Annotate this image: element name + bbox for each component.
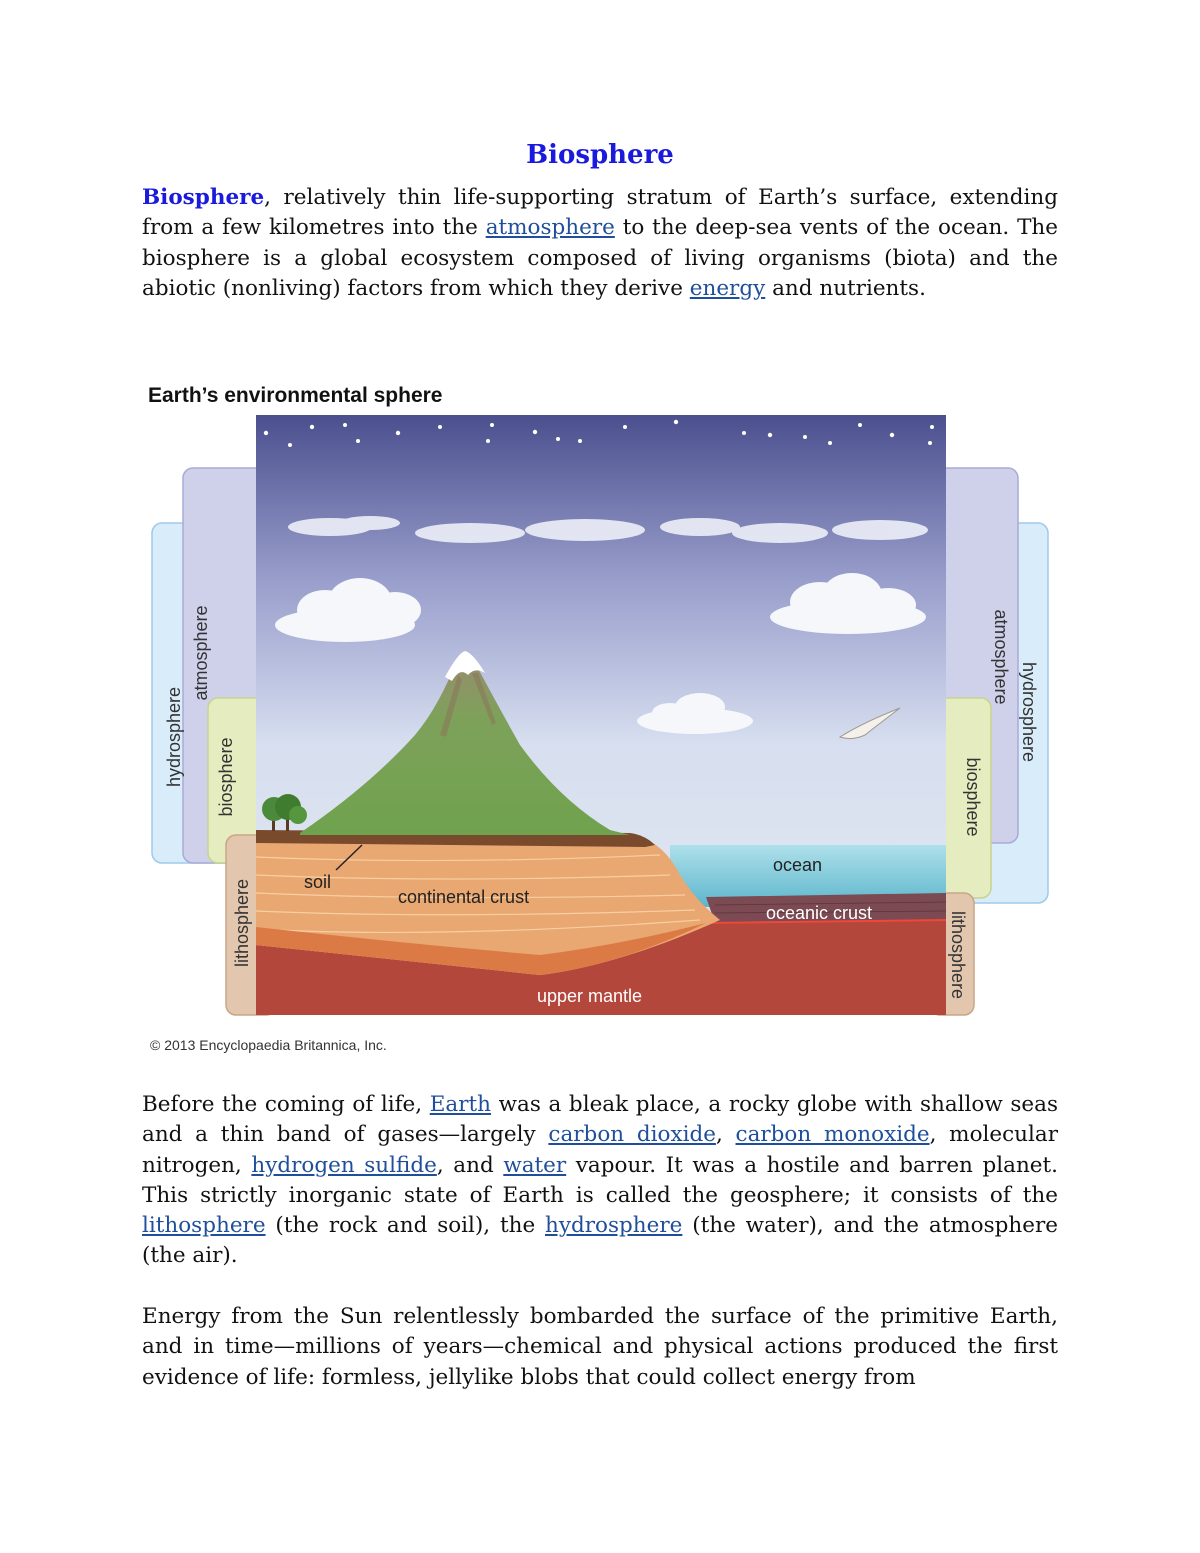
para-text: , molecular nitrogen, [142,1122,1058,1178]
para-text: vapour. It was a hostile and barren planet. This strictly inorganic state of Earth is called the geosphere; it consists of the [142,1152,1058,1208]
paragraph-geosphere [142,1090,1058,1272]
paragraph-primitive-earth: Energy from the Sun relentlessly bombarded the surface of the primitive Earth, and in time—millions of years—chemical and physical actions produced the first evidence of life: formless, jellylike blobs that could collect energy from [142,1304,1058,1390]
link-water[interactable]: water [503,1152,567,1178]
label-lithosphere-left: lithosphere [232,878,252,968]
link-earth[interactable]: Earth [429,1092,492,1117]
label-hydrosphere-right: hydrosphere [1019,661,1039,763]
para-text: (the rock and soil), the [265,1213,546,1239]
figure-title: Earth’s environmental sphere [148,384,443,407]
link-lithosphere[interactable]: lithosphere [142,1213,266,1239]
para-text: (the water), and the atmosphere (the air). [142,1213,1058,1269]
link-energy[interactable]: energy [689,275,766,301]
earth-environmental-sphere-diagram [140,405,1060,1025]
figure-credit: © 2013 Encyclopaedia Britannica, Inc. [150,1037,387,1053]
link-carbon-monoxide[interactable]: carbon monoxide [735,1122,930,1148]
intro-text: to the deep-sea vents of the ocean. The biosphere is a global ecosystem composed of living organisms (biota) and the abiotic (nonliving) factors from which they derive [142,215,1058,301]
label-atmosphere-left: atmosphere [191,605,211,701]
intro-text: and nutrients. [765,275,926,301]
para-text: was a bleak place, a rocky globe with shallow seas and a thin band of gases—largely [142,1092,1058,1148]
scene [256,415,946,1015]
intro-lead-term: Biosphere [142,185,265,210]
link-hydrogen-sulfide[interactable]: hydrogen sulfide [251,1152,437,1178]
intro-paragraph [142,183,1058,304]
para-text: , and [436,1152,504,1178]
label-hydrosphere-left: hydrosphere [164,686,184,788]
label-soil: soil [304,872,332,892]
label-oceanic-crust: oceanic crust [766,903,873,923]
label-biosphere-left: biosphere [216,737,236,817]
link-carbon-dioxide[interactable]: carbon dioxide [548,1122,716,1148]
label-upper-mantle: upper mantle [537,986,643,1006]
link-atmosphere[interactable]: atmosphere [485,215,615,241]
page-title: Biosphere [526,140,674,170]
para-text: , [715,1122,736,1148]
label-lithosphere-right: lithosphere [948,910,968,1000]
label-continental-crust: continental crust [398,887,530,907]
intro-text: , relatively thin life-supporting stratum of Earth’s surface, extending from a few kilometres into the [142,185,1058,241]
label-ocean: ocean [773,855,823,875]
label-biosphere-right: biosphere [963,757,983,837]
label-atmosphere-right: atmosphere [991,609,1011,705]
para-text: Before the coming of life, [142,1092,430,1117]
link-hydrosphere[interactable]: hydrosphere [545,1213,683,1239]
